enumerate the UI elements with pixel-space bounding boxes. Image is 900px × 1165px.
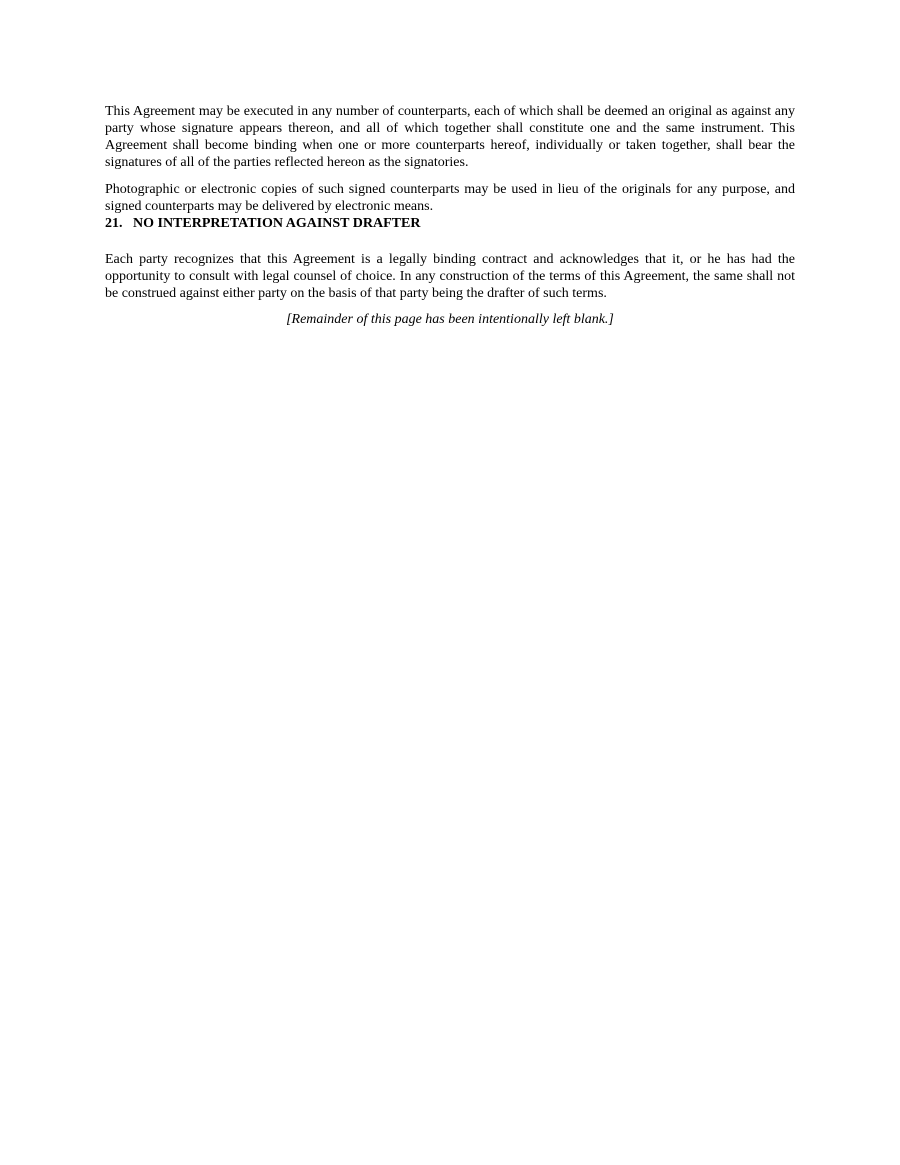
paragraph-no-interpretation: Each party recognizes that this Agreement is a legally binding contract and acknowledges that it, or he has had the opportunity to consult with legal counsel of choice. In any construction of the terms of this Agreement, the same shall not be construed against either party on the basis of that party being the drafter of such terms. [105, 252, 795, 301]
section-heading-title: NO INTERPRETATION AGAINST DRAFTER [133, 216, 421, 231]
paragraph-counterparts: This Agreement may be executed in any number of counterparts, each of which shall be deemed an original as against any party whose signature appears thereon, and all of which together shall constitute one and the same instrument. This Agreement shall become binding when one or more counterparts hereof, individually or taken together, shall bear the signatures of all of the parties reflected hereon as the signatories. [105, 104, 795, 170]
remainder-note: [Remainder of this page has been intentionally left blank.] [286, 312, 614, 327]
section-heading [105, 215, 795, 232]
section-heading-number: 21. [105, 216, 123, 231]
document-content [105, 103, 795, 328]
paragraph-electronic-copies: Photographic or electronic copies of such signed counterparts may be used in lieu of the originals for any purpose, and signed counterparts may be delivered by electronic means. [105, 182, 795, 214]
